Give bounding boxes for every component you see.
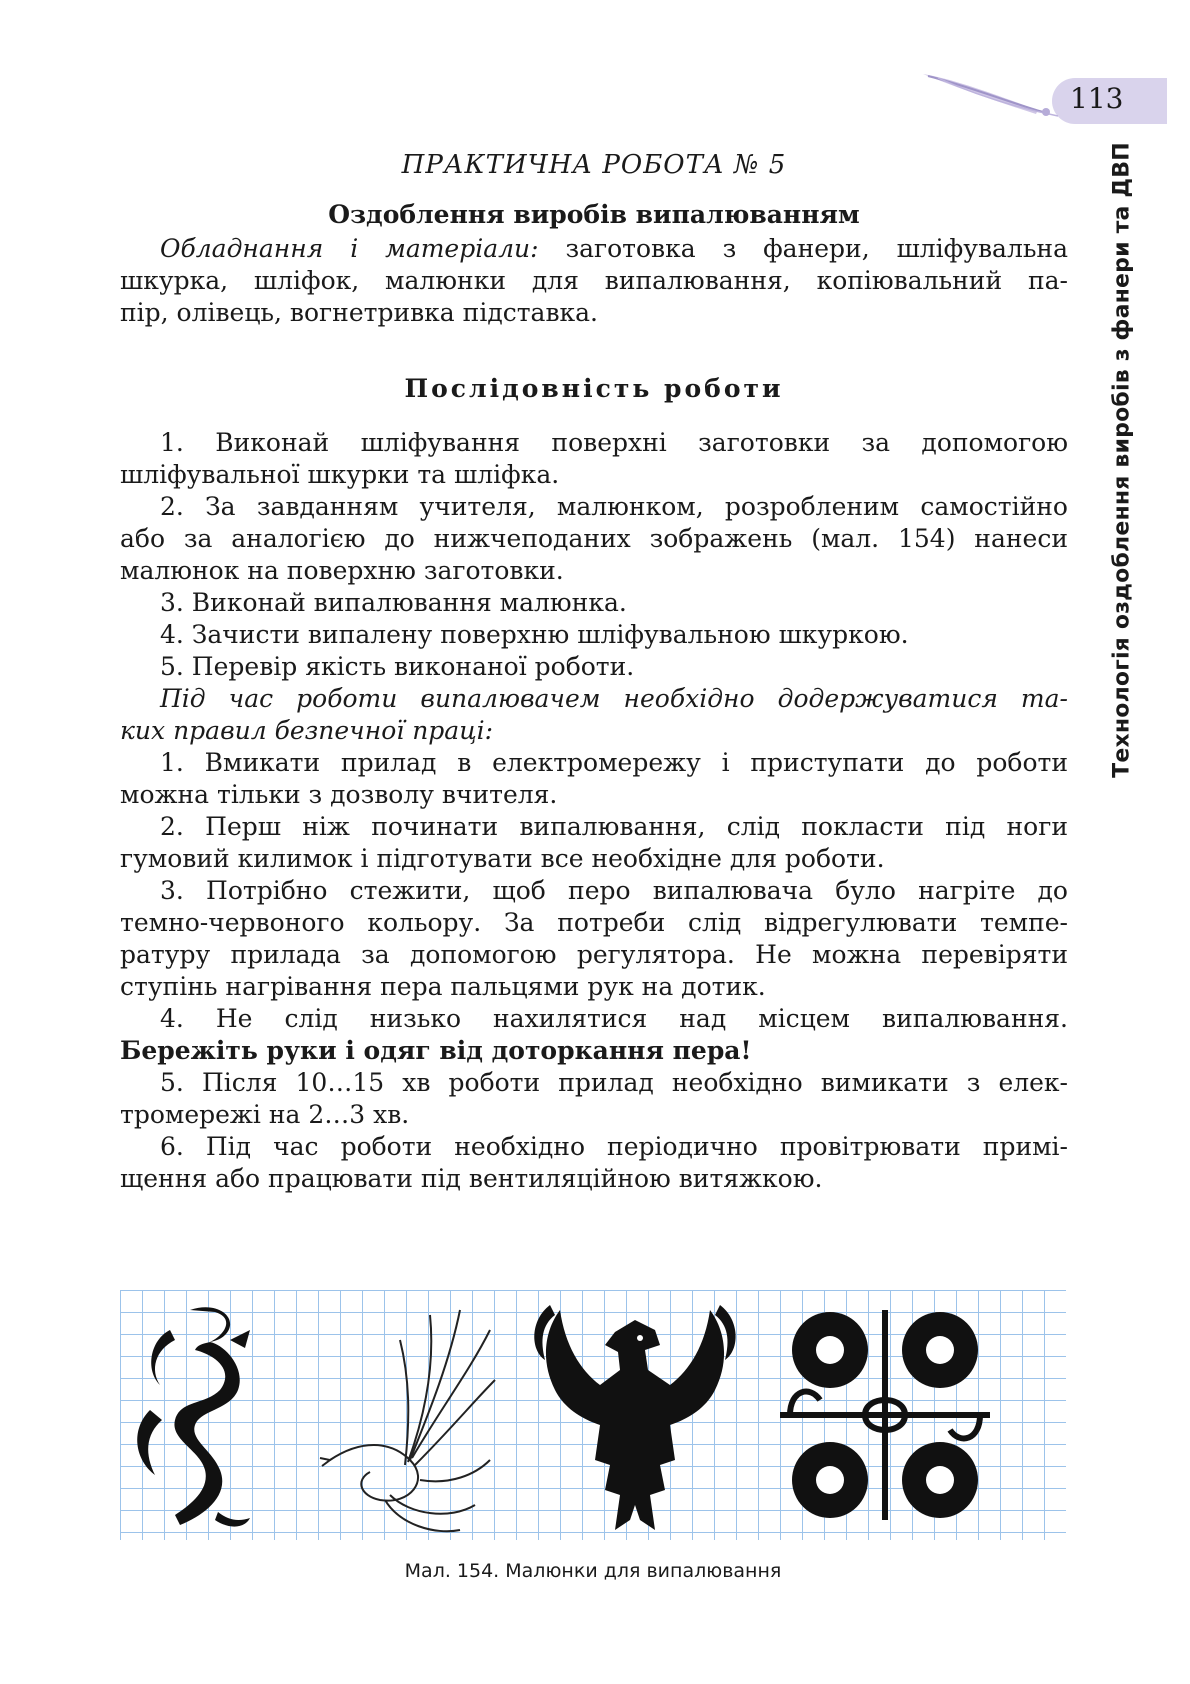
step-line: 1. Виконай шліфування поверхні заготовки за допомогою bbox=[160, 428, 1068, 457]
burning-patterns-figure bbox=[120, 1290, 1066, 1540]
rule-line: 1. Вмикати прилад в електромережу і приступати до роботи bbox=[160, 748, 1068, 777]
rule-line: гумовий килимок і підготувати все необхідне для роботи. bbox=[120, 844, 885, 873]
rule-line: тромережі на 2…3 хв. bbox=[120, 1100, 410, 1129]
practical-work-subtitle: Оздоблення виробів випалюванням bbox=[328, 200, 860, 229]
page-number: 113 bbox=[1070, 82, 1124, 115]
rule-line-emphasis: Бережіть руки і одяг від доторкання пера! bbox=[120, 1036, 752, 1065]
rule-line: щення або працювати під вентиляційною витяжкою. bbox=[120, 1164, 823, 1193]
rule-line: 4. Не слід низько нахилятися над місцем випалювання. bbox=[160, 1004, 1068, 1033]
rule-line: ратуру прилада за допомогою регулятора. Не можна перевіряти bbox=[120, 940, 1068, 969]
step-line: 4. Зачисти випалену поверхню шліфувальною шкуркою. bbox=[160, 620, 909, 649]
figure-caption: Мал. 154. Малюнки для випалювання bbox=[404, 1560, 782, 1582]
rule-line: 3. Потрібно стежити, щоб перо випалювача було нагріте до bbox=[160, 876, 1068, 905]
safety-intro-line: Під час роботи випалювачем необхідно додержуватися та- bbox=[160, 684, 1068, 713]
step-line: 5. Перевір якість виконаної роботи. bbox=[160, 652, 635, 681]
firebird-pattern bbox=[300, 1290, 500, 1540]
rule-line: 5. Після 10…15 хв роботи прилад необхідно вимикати з елек- bbox=[160, 1068, 1068, 1097]
rule-line: ступінь нагрівання пера пальцями рук на дотик. bbox=[120, 972, 766, 1001]
feather-quill-icon bbox=[918, 66, 1068, 122]
rule-line: 6. Під час роботи необхідно періодично провітрювати примі- bbox=[160, 1132, 1068, 1161]
dragon-pattern bbox=[120, 1290, 260, 1540]
step-line: 3. Виконай випалювання малюнка. bbox=[160, 588, 627, 617]
step-line: шліфувальної шкурки та шліфка. bbox=[120, 460, 560, 489]
rule-line: 2. Перш ніж починати випалювання, слід покласти під ноги bbox=[160, 812, 1068, 841]
equipment-line-1 bbox=[120, 232, 1068, 266]
equipment-label: Обладнання і матеріали: bbox=[160, 234, 539, 263]
rule-line: темно-червоного кольору. За потреби слід відрегулювати темпе- bbox=[120, 908, 1068, 937]
step-line: малюнок на поверхню заготовки. bbox=[120, 556, 564, 585]
rule-line: можна тільки з дозволу вчителя. bbox=[120, 780, 558, 809]
ornament-pattern bbox=[770, 1290, 1000, 1540]
sequence-heading: Послідовність роботи bbox=[404, 374, 784, 403]
step-line: 2. За завданням учителя, малюнком, розробленим самостійно bbox=[160, 492, 1068, 521]
equipment-text: заготовка з фанери, шліфувальна bbox=[538, 234, 1068, 263]
safety-intro-line: ких правил безпечної праці: bbox=[120, 716, 494, 745]
equipment-line-3: пір, олівець, вогнетривка підставка. bbox=[120, 298, 599, 327]
chapter-side-label-text: Технологія оздоблення виробів з фанери та ДВП bbox=[1109, 142, 1135, 778]
eagle-pattern bbox=[520, 1290, 750, 1540]
step-line: або за аналогією до нижчеподаних зображень (мал. 154) нанеси bbox=[120, 524, 1068, 553]
practical-work-title: ПРАКТИЧНА РОБОТА № 5 bbox=[401, 150, 787, 180]
chapter-side-label bbox=[1102, 140, 1142, 780]
equipment-line-2: шкурка, шліфок, малюнки для випалювання, копіювальний па- bbox=[120, 266, 1068, 295]
